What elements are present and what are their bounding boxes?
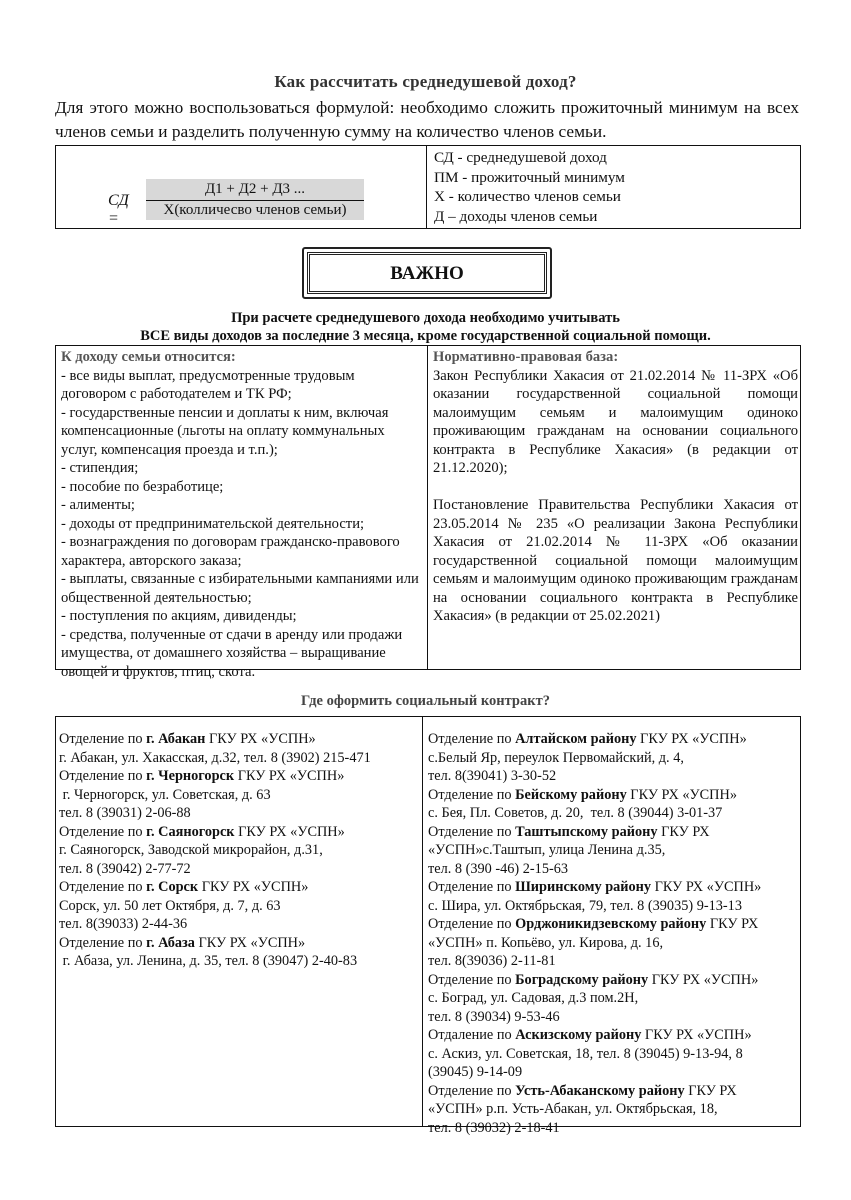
- office-entry: [428, 915, 800, 971]
- page-title: Как рассчитать среднедушевой доход?: [274, 72, 577, 91]
- office-entry: [428, 730, 800, 786]
- office-prefix: Отделение по: [59, 768, 147, 784]
- office-title: [428, 823, 800, 842]
- income-item: - все виды выплат, предусмотренные трудовым договором с работодателем и ТК РФ;: [61, 367, 355, 402]
- office-prefix: Отделение по: [428, 879, 516, 895]
- income-item: - государственные пенсии и доплаты к ним, включая компенсационные (льготы на оплату коммунальных услуг, компенсация проезда и т.п.);: [61, 404, 389, 458]
- income-table-divider: [427, 346, 428, 669]
- office-title: [59, 730, 419, 749]
- intro-text: Для этого можно воспользоваться формулой: необходимо сложить прожиточный минимум на всех членов семьи и разделить полученную сумму на количество членов семьи.: [55, 98, 799, 141]
- office-org: ГКУ РХ «УСПН»: [234, 768, 345, 784]
- office-address-line: с. Боград, ул. Садовая, д.3 пом.2Н,: [428, 990, 639, 1006]
- office-prefix: Отделение по: [428, 823, 516, 840]
- formula-lhs: СД =: [108, 192, 129, 227]
- income-item: - стипендия;: [61, 460, 139, 476]
- office-entry: [428, 1026, 800, 1082]
- office-org: ГКУ РХ: [706, 916, 759, 932]
- income-item: - выплаты, связанные с избирательными кампаниями или общественной деятельностью;: [61, 571, 419, 606]
- office-address-line: тел. 8(39036) 2-11-81: [428, 953, 556, 969]
- office-address-line: «УСПН» п. Копьёво, ул. Кирова, д. 16,: [428, 934, 664, 951]
- formula-denominator: Х(колличесво членов семьи): [146, 201, 364, 220]
- office-district: г. Саяногорск: [146, 823, 235, 840]
- office-prefix: Отдаление по: [428, 1027, 516, 1043]
- legal-column: [433, 348, 798, 626]
- office-address-line: с.Белый Яр, переулок Первомайский, д. 4,: [428, 749, 684, 766]
- office-district: Таштыпскому району: [515, 823, 658, 840]
- legend-item: ПМ - прожиточный минимум: [434, 168, 625, 186]
- office-address-line: тел. 8 (39031) 2-06-88: [59, 805, 191, 821]
- office-org: ГКУ РХ: [657, 823, 710, 840]
- office-entry: [428, 971, 800, 1027]
- legend-item: Д – доходы членов семьи: [434, 207, 598, 225]
- office-address-line: с. Шира, ул. Октябрьская, 79, тел. 8 (39035) 9-13-13: [428, 897, 742, 914]
- office-entry: [428, 823, 800, 879]
- formula-table: [55, 145, 801, 229]
- office-org: ГКУ РХ «УСПН»: [198, 879, 309, 895]
- office-title: [428, 1026, 800, 1045]
- office-address-line: тел. 8(39033) 2-44-36: [59, 916, 188, 932]
- office-prefix: Отделение по: [59, 731, 147, 747]
- office-entry: [59, 934, 419, 971]
- legal-header: Нормативно-правовая база:: [433, 349, 619, 365]
- formula-legend: [434, 148, 625, 226]
- office-entry: [59, 878, 419, 934]
- legal-law: Закон Республики Хакасия от 21.02.2014 № 11-ЗРХ «Об оказании государственной социальной помощи малоимущим семьям и малоимущим одиноко проживающим гражданам на основании социального контракта в Республике Хакасия» (в редакции от 21.12.2020);: [433, 367, 798, 476]
- office-entry: [428, 878, 800, 915]
- offices-table: [55, 716, 801, 1136]
- office-title: [59, 767, 419, 786]
- legend-item: Х - количество членов семьи: [434, 188, 621, 205]
- office-address-line: «УСПН»с.Таштып, улица Ленина д.35,: [428, 842, 666, 858]
- office-entry: [428, 786, 800, 823]
- office-district: Орджоникидзевскому району: [515, 916, 707, 932]
- office-district: Алтайском району: [515, 731, 637, 747]
- office-address-line: г. Абаза, ул. Ленина, д. 35, тел. 8 (39047) 2-40-83: [59, 953, 358, 969]
- office-district: Боградскому району: [515, 971, 649, 988]
- office-address-line: г. Абакан, ул. Хакасская, д.32, тел. 8 (3902) 215-471: [59, 749, 371, 766]
- office-address-line: с. Бея, Пл. Советов, д. 20, тел. 8 (39044) 3-01-37: [428, 805, 723, 821]
- note-line-1: При расчете среднедушевого дохода необходимо учитывать: [231, 310, 620, 326]
- formula-fraction: [146, 179, 364, 220]
- office-address-line: тел. 8 (39032) 2-18-41: [428, 1119, 560, 1136]
- office-org: ГКУ РХ «УСПН»: [651, 879, 762, 895]
- office-entry: [428, 1082, 800, 1138]
- office-district: г. Абакан: [146, 731, 206, 747]
- office-address-line: тел. 8 (390 -46) 2-15-63: [428, 860, 569, 877]
- office-title: [59, 934, 419, 953]
- office-title: [428, 971, 800, 990]
- office-prefix: Отделение по: [428, 731, 516, 747]
- office-org: ГКУ РХ «УСПН»: [194, 934, 306, 951]
- office-title: [428, 878, 800, 897]
- note-line-2: ВСЕ виды доходов за последние 3 месяца, кроме государственной социальной помощи.: [140, 328, 711, 344]
- office-address-line: «УСПН» р.п. Усть-Абакан, ул. Октябрьская, 18,: [428, 1101, 718, 1117]
- office-district: Бейскому району: [515, 786, 627, 803]
- income-header: К доходу семьи относится:: [61, 349, 236, 365]
- office-title: [428, 786, 800, 805]
- legend-item: СД - среднедушевой доход: [434, 149, 607, 166]
- important-label: ВАЖНО: [307, 252, 547, 294]
- office-address-line: (39045) 9-14-09: [428, 1064, 523, 1080]
- office-address-line: г. Саяногорск, Заводской микрорайон, д.31,: [59, 842, 323, 858]
- office-address-line: тел. 8(39041) 3-30-52: [428, 768, 557, 784]
- office-title: [59, 878, 419, 897]
- office-entry: [59, 767, 419, 823]
- office-org: ГКУ РХ «УСПН»: [205, 731, 316, 747]
- office-address-line: тел. 8 (39034) 9-53-46: [428, 1008, 560, 1025]
- income-table: [55, 345, 801, 680]
- office-org: ГКУ РХ «УСПН»: [626, 786, 737, 803]
- office-district: Аскизскому району: [515, 1027, 642, 1043]
- office-prefix: Отделение по: [59, 934, 147, 951]
- office-prefix: Отделение по: [428, 916, 516, 932]
- office-prefix: Отделение по: [428, 1082, 516, 1099]
- where-title: Где оформить социальный контракт?: [301, 693, 550, 709]
- office-district: г. Абаза: [146, 934, 195, 951]
- office-district: Ширинскому району: [515, 879, 652, 895]
- offices-left-column: [59, 730, 419, 971]
- office-title: [59, 823, 419, 842]
- income-item: - пособие по безработице;: [61, 478, 224, 495]
- office-title: [428, 730, 800, 749]
- income-column: [61, 348, 423, 681]
- office-address-line: с. Аскиз, ул. Советская, 18, тел. 8 (39045) 9-13-94, 8: [428, 1045, 743, 1062]
- office-title: [428, 1082, 800, 1101]
- legal-decree: Постановление Правительства Республики Хакасия от 23.05.2014 № 235 «О реализации Закона Республики Хакасия от 21.02.2014 № 11-ЗРХ «Об оказании государственной социальной помощи малоимущим семьям и малоимущим одиноко проживающим гражданам на основании социального контракта в Республике Хакасия» (в редакции от 25.02.2021): [433, 497, 798, 624]
- office-prefix: Отделение по: [59, 823, 147, 840]
- office-entry: [59, 730, 419, 767]
- formula-numerator: Д1 + Д2 + Д3 ...: [146, 179, 364, 200]
- offices-right-column: [428, 730, 800, 1137]
- office-district: Усть-Абаканскому району: [515, 1082, 685, 1099]
- office-address-line: Сорск, ул. 50 лет Октября, д. 7, д. 63: [59, 897, 281, 914]
- office-address-line: г. Черногорск, ул. Советская, д. 63: [59, 786, 271, 803]
- office-prefix: Отделение по: [428, 971, 516, 988]
- income-item: - алименты;: [61, 497, 135, 513]
- formula-table-divider: [426, 146, 427, 228]
- office-prefix: Отделение по: [428, 786, 516, 803]
- income-item: - вознаграждения по договорам гражданско-правового характера, авторского заказа;: [61, 534, 400, 569]
- income-item: - доходы от предпринимательской деятельности;: [61, 515, 365, 532]
- office-address-line: тел. 8 (39042) 2-77-72: [59, 860, 191, 877]
- office-org: ГКУ РХ «УСПН»: [636, 731, 747, 747]
- income-item: - поступления по акциям, дивиденды;: [61, 608, 297, 624]
- office-district: г. Черногорск: [146, 768, 235, 784]
- important-banner: [302, 247, 552, 299]
- office-org: ГКУ РХ: [684, 1082, 737, 1099]
- office-title: [428, 915, 800, 934]
- income-item: - средства, полученные от сдачи в аренду или продажи имущества, от домашнего хозяйства – выращивание овощей и фруктов, птиц, скота.: [61, 626, 403, 680]
- office-entry: [59, 823, 419, 879]
- office-district: г. Сорск: [146, 879, 199, 895]
- office-org: ГКУ РХ «УСПН»: [234, 823, 345, 840]
- office-org: ГКУ РХ «УСПН»: [641, 1027, 752, 1043]
- office-prefix: Отделение по: [59, 879, 147, 895]
- office-org: ГКУ РХ «УСПН»: [648, 971, 759, 988]
- offices-table-divider: [422, 717, 423, 1126]
